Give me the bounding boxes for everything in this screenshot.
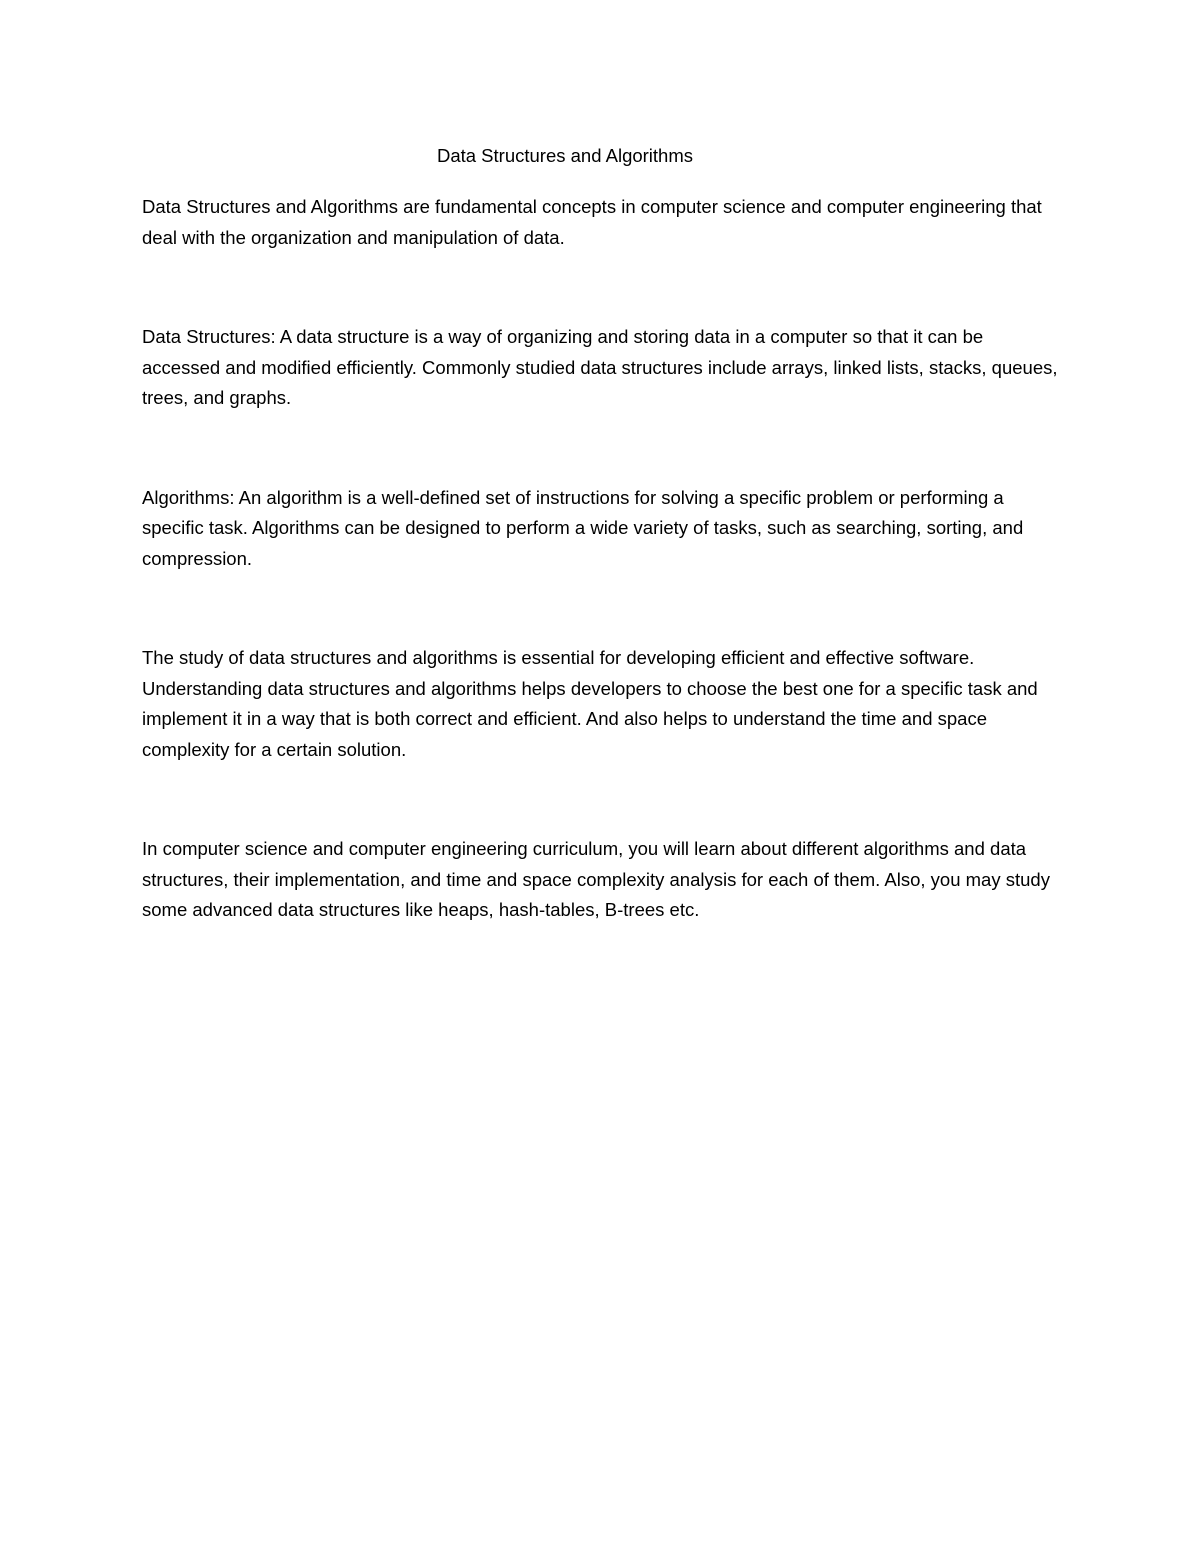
- curriculum-paragraph: In computer science and computer engineering curriculum, you will learn about different algorithms and data structures, their implementation, and time and space complexity analysis for each of them. Also, you may study some advanced data structures like heaps, hash-tables, B-trees etc.: [142, 838, 1050, 920]
- paragraph-spacer: [142, 253, 1062, 322]
- document-title: Data Structures and Algorithms: [436, 145, 694, 166]
- study-paragraph: The study of data structures and algorithms is essential for developing efficient and effective software. Understanding data structures and algorithms helps developers to choose the best one for a specific task and implement it in a way that is both correct and efficient. And also helps to understand the time and space complexity for a certain solution.: [142, 647, 1038, 760]
- data-structures-paragraph: Data Structures: A data structure is a way of organizing and storing data in a computer so that it can be accessed and modified efficiently. Commonly studied data structures include arrays, linked lists, stacks, queues, trees, and graphs.: [142, 326, 1058, 408]
- paragraph-spacer: [142, 765, 1062, 834]
- intro-paragraph: Data Structures and Algorithms are fundamental concepts in computer science and computer engineering that deal with the organization and manipulation of data.: [142, 196, 1042, 248]
- algorithms-paragraph: Algorithms: An algorithm is a well-defined set of instructions for solving a specific problem or performing a specific task. Algorithms can be designed to perform a wide variety of tasks, such as searching, sorting, and compression.: [142, 486, 1024, 569]
- paragraph-spacer: [142, 574, 1062, 643]
- document-body: [142, 192, 1062, 926]
- paragraph-spacer: [142, 414, 1062, 483]
